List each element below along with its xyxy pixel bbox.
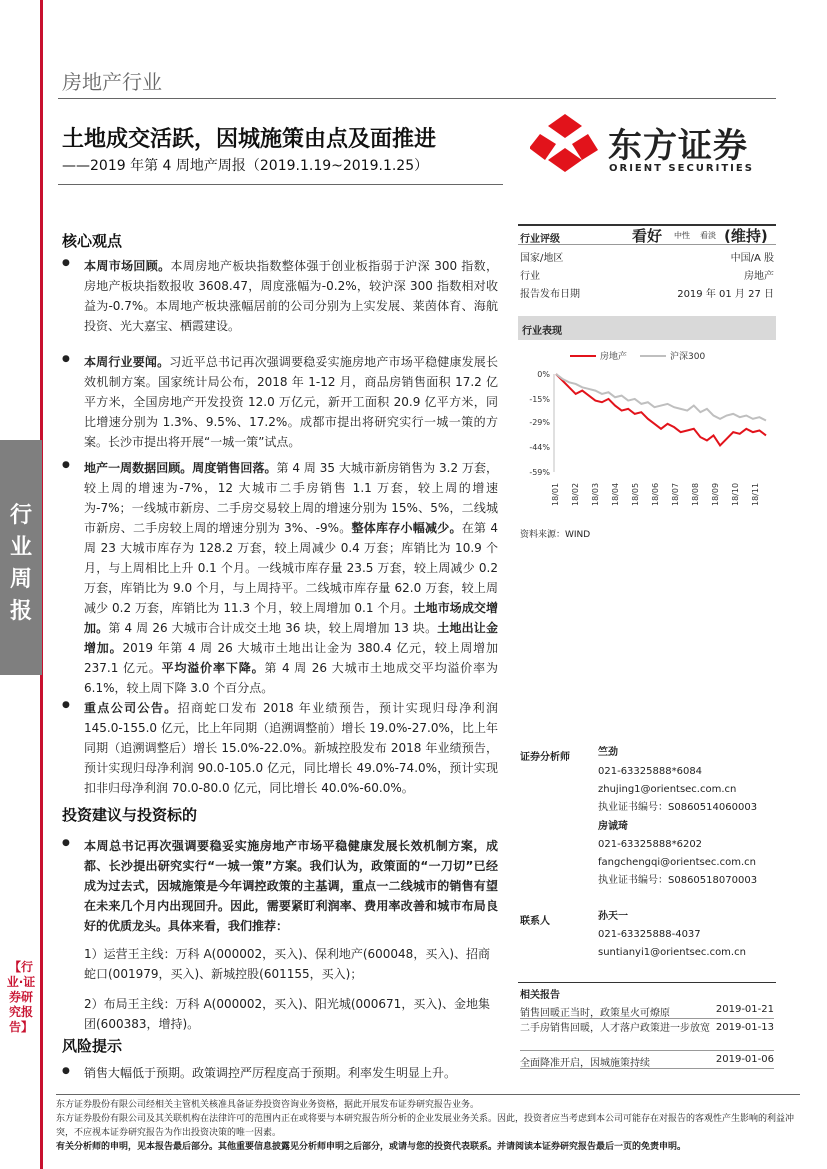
y-tick-label: -15%: [529, 394, 550, 404]
contact-email: suntianyi1@orientsec.com.cn: [598, 947, 746, 958]
header-divider: [58, 98, 776, 99]
x-tick-label: 18/05: [631, 482, 640, 506]
risk-text: 销售大幅低于预期。政策调控严厉程度高于预期。利率发生明显上升。: [84, 1066, 457, 1080]
related-report: 销售回暖正当时，政策星火可燎原 2019-01-21: [520, 1004, 774, 1019]
market-review: 本周市场回顾。本周房地产板块指数整体强于创业板指弱于沪深 300 指数，房地产板块指数报收 3608.47，周度涨幅为-0.2%，较沪深 300 指数相对收益为-0.7%。本周地产板块涨幅居前的公司分别为上实发展、莱茵体育、海航投资、光大嘉宝、栖霞建设。: [84, 259, 498, 333]
x-tick-label: 18/04: [611, 482, 620, 506]
y-tick-label: -59%: [529, 468, 550, 477]
x-tick-label: 18/03: [591, 482, 600, 506]
analyst-name: 竺劲: [598, 747, 618, 758]
legend-label: 房地产: [600, 352, 628, 362]
chart-source: 资料来源：WIND: [520, 530, 591, 540]
y-tick-label: -29%: [529, 418, 550, 428]
industry-performance-chart: [518, 346, 776, 520]
series-line: [556, 374, 766, 421]
rating-label: 行业评级: [520, 234, 560, 245]
info-row: 国家/地区 中国/A 股: [520, 253, 774, 264]
bullet-icon: ●: [62, 460, 70, 470]
rating-keep: (维持): [724, 227, 768, 245]
analyst-phone: 021-63325888*6202: [598, 839, 703, 850]
info-row: 报告发布日期 2019 年 01 月 27 日: [520, 289, 774, 300]
rating-value: 看好: [632, 227, 663, 245]
contact-label: 联系人: [520, 916, 550, 927]
bullet-icon: ●: [62, 354, 70, 364]
data-review: 地产一周数据回顾。周度销售回落。第 4 周 35 大城市新房销售为 3.2 万套，较上周的增速为-7%，12 大城市二手房销售 1.1 万套，较上周的增速为-7%；一线城市新房、二手房交易较上周的增速分别为 15%、5%，二线城市新房、二手房较上周的增速分别为 3%、-9%。整体库存小幅减少。在第 4 周 23 大城市库存为 128.2 万套，较上周减少 0.4 万套；库销比为 10.9 个月，与上周相比上升 0.1 个月。一线城市库存量 23.5 万套，较上周减少 0.2 万套，库销比为 9.0 个月，与上周持平。二线城市库存量 62.0 万套，较上周减少 0.2 万套，库销比为 11.3 个月，较上周增加 0.1 个月。土地市场成交增加。第 4 周 26 大城市合计成交土地 36 块，较上周增加 13 块。土地出让金增加。2019 年第 4 周 26 大城市土地出让金为 380.4 亿元，较上周增加 237.1 亿元。平均溢价率下降。第 4 周 26 大城市土地成交平均溢价率为 6.1%，较上周下降 3.0 个百分点。: [84, 461, 498, 695]
report-title: 土地成交活跃，因城施策由点及面推进: [62, 127, 437, 152]
side-tab-label: 行业周报: [9, 503, 32, 624]
analyst-label: 证券分析师: [520, 752, 570, 763]
report-subtitle: ——2019 年第 4 周地产周报（2019.1.19~2019.1.25）: [62, 158, 429, 174]
contact-phone: 021-63325888-4037: [598, 929, 701, 940]
related-heading: 相关报告: [520, 990, 560, 1001]
related-top-rule: [518, 982, 776, 983]
brand-logo-mark: [530, 112, 600, 174]
rating-option-neutral: 中性: [674, 231, 690, 240]
x-tick-label: 18/02: [571, 482, 580, 506]
related-report: 全面降准开启，因城施策持续 2019-01-06: [520, 1054, 774, 1069]
footer-disclaimer: 东方证券股份有限公司经相关主管机关核准具备证券投资咨询业务资格，据此开展发布证券研究报告业务。 东方证券股份有限公司及其关联机构在法律许可的范围内正在或将要与本研究报告所分析的企业发展业务关系。因此，投资者应当考虑到本公司可能存在对报告的客观性产生影响的利益冲突，不应视本证券研究报告为作出投资决策的唯一因素。 有关分析师的申明，见本报告最后部分。其他重要信息披露见分析师申明之后部分，或请与您的投资代表联系。并请阅读本证券研究报告最后一页的免责申明。: [56, 1100, 795, 1152]
analyst-cert: 执业证书编号：S0860514060003: [598, 802, 758, 813]
rating-option-negative: 看淡: [700, 231, 716, 240]
y-tick-label: -44%: [529, 443, 550, 453]
x-tick-label: 18/08: [691, 482, 700, 506]
core-heading: 核心观点: [62, 232, 123, 250]
analyst-phone: 021-63325888*6084: [598, 766, 703, 777]
invest-thesis: 本周总书记再次强调要稳妥实施房地产市场平稳健康发展长效机制方案，成都、长沙提出研究实行“一城一策”方案。我们认为，政策面的“一刀切”已经成为过去式，因城施策是今年调控政策的主基调，重点一二线城市的销售有望在未来几个月内出现回升。因此，需要紧盯利润率、费用率改善和城市布局良好的优质龙头。具体来看，我们推荐：: [84, 839, 498, 933]
invest-line-1: 1）运营王主线：万科 A(000002，买入)、保利地产(600048，买入)、招商蛇口(001979，买入)、新城控股(601155，买入)；: [84, 947, 491, 981]
x-tick-label: 18/07: [671, 482, 680, 506]
analyst-email: fangchengqi@orientsec.com.cn: [598, 857, 756, 868]
x-tick-label: 18/10: [731, 482, 740, 506]
risk-heading: 风险提示: [62, 1037, 123, 1055]
contact-name: 孙天一: [598, 911, 628, 922]
brand-name: 东方证券: [608, 126, 748, 166]
series-line: [556, 374, 766, 445]
industry-label: 房地产行业: [62, 70, 162, 94]
title-divider: [58, 184, 503, 185]
industry-news: 本周行业要闻。习近平总书记再次强调要稳妥实施房地产市场平稳健康发展长效机制方案。国家统计局公布，2018 年 1-12 月，商品房销售面积 17.2 亿平方米，全国房地产开发投资 12.0 万亿元，新开工面积 20.9 亿平方米，同比增速分别为 1.3%、9.5%、17.2%。成都市提出将研究实行一城一策的方案。长沙市提出将开展“一城一策”试点。: [84, 355, 498, 449]
y-tick-label: 0%: [537, 370, 550, 379]
bullet-icon: ●: [62, 838, 70, 848]
invest-line-2: 2）布局王主线：万科 A(000002，买入)、阳光城(000671，买入)、金地集团(600383，增持)。: [84, 997, 491, 1031]
analyst-email: zhujing1@orientsec.com.cn: [598, 784, 737, 795]
analyst-cert: 执业证书编号：S0860518070003: [598, 875, 758, 886]
x-tick-label: 18/06: [651, 482, 660, 506]
bullet-icon: ●: [62, 700, 70, 710]
bullet-icon: ●: [62, 1066, 70, 1076]
x-tick-label: 18/09: [711, 482, 720, 506]
legend-label: 沪深300: [670, 352, 706, 362]
x-tick-label: 18/01: [551, 482, 560, 506]
perf-heading: 行业表现: [522, 326, 562, 337]
side-bottom-label: 【行业·证券研究报告】: [6, 960, 36, 1034]
info-row: 行业 房地产: [520, 271, 774, 282]
brand-name-en: ORIENT SECURITIES: [609, 163, 754, 174]
company-announcements: 重点公司公告。招商蛇口发布 2018 年业绩预告，预计实现归母净利润 145.0-155.0 亿元，比上年同期（追溯调整前）增长 19.0%-27.0%，比上年同期（追溯调整后）增长 15.0%-22.0%。新城控股发布 2018 年业绩预告，预计实现归母净利润 90.0-105.0 亿元，同比增长 49.0%-74.0%，预计实现扣非归母净利润 70.0-80.0 亿元，同比增长 40.0%-60.0%。: [84, 701, 498, 795]
related-report: 二手房销售回暖，人才落户政策进一步放宽 2019-01-13: [520, 1020, 774, 1051]
analyst-name: 房诚琦: [598, 821, 628, 832]
invest-heading: 投资建议与投资标的: [62, 806, 198, 824]
bullet-icon: ●: [62, 258, 70, 268]
x-tick-label: 18/11: [751, 482, 760, 506]
footer-rule: [56, 1094, 800, 1095]
